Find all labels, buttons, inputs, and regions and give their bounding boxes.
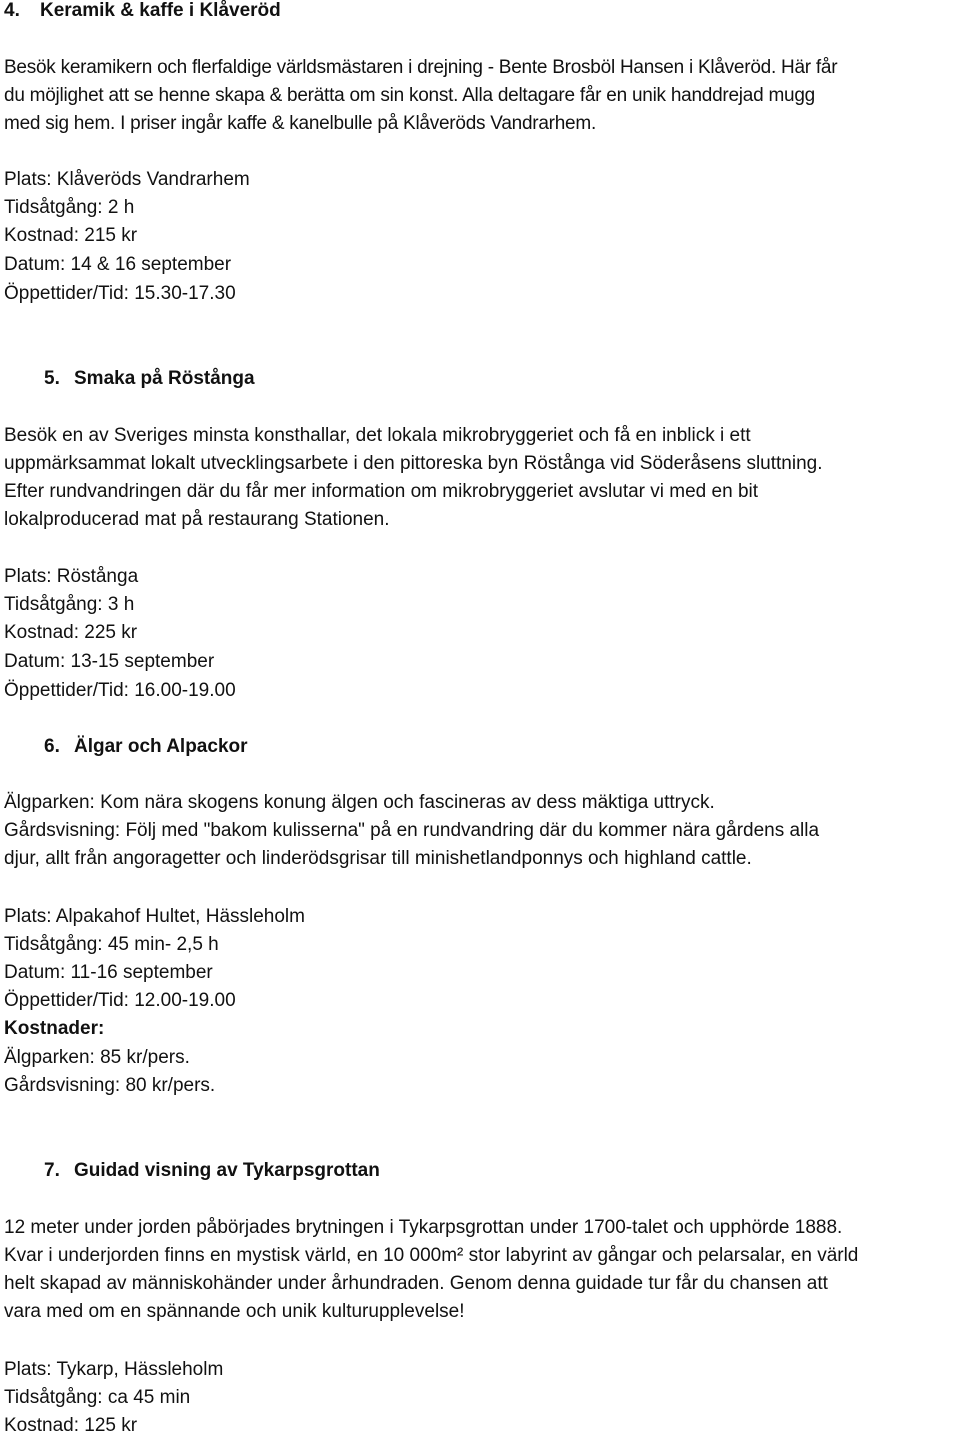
section-4-detail-duration: Tidsåtgång: 2 h xyxy=(4,197,135,218)
section-5-detail-cost: Kostnad: 225 kr xyxy=(4,622,138,643)
section-4-detail-date: Datum: 14 & 16 september xyxy=(4,254,232,275)
section-4-detail-cost: Kostnad: 215 kr xyxy=(4,225,138,246)
section-4-body-line-3: med sig hem. I priser ingår kaffe & kanelbulle på Klåveröds Vandrarhem. xyxy=(4,113,596,134)
section-5-body-line-2: uppmärksammat lokalt utvecklingsarbete i den pittoreska byn Röstånga vid Söderåsens sluttning. xyxy=(4,453,823,474)
section-6-detail-hours: Öppettider/Tid: 12.00-19.00 xyxy=(4,990,236,1011)
section-6-title: Älgar och Alpackor xyxy=(74,736,248,757)
section-7-body-line-2: Kvar i underjorden finns en mystisk värld, en 10 000m² stor labyrint av gångar och pelarsalar, en värld xyxy=(4,1245,859,1266)
section-5-number: 5. xyxy=(44,368,60,389)
section-7-body-line-3: helt skapad av människohänder under århundraden. Genom denna guidade tur får du chansen att xyxy=(4,1273,828,1294)
section-5-detail-duration: Tidsåtgång: 3 h xyxy=(4,594,135,615)
section-6-cost-farm-tour: Gårdsvisning: 80 kr/pers. xyxy=(4,1075,216,1096)
section-4-number: 4. xyxy=(4,0,20,21)
section-4-title: Keramik & kaffe i Klåveröd xyxy=(40,0,281,21)
section-7-number: 7. xyxy=(44,1160,60,1181)
section-5-detail-date: Datum: 13-15 september xyxy=(4,651,215,672)
section-6-body-line-1: Älgparken: Kom nära skogens konung älgen och fascineras av dess mäktiga uttryck. xyxy=(4,792,715,813)
section-7-body-line-4: vara med om en spännande och unik kulturupplevelse! xyxy=(4,1301,465,1322)
section-7-detail-place: Plats: Tykarp, Hässleholm xyxy=(4,1359,224,1380)
section-7-body-line-1: 12 meter under jorden påbörjades brytningen i Tykarpsgrottan under 1700-talet och upphörde 1888. xyxy=(4,1217,843,1238)
section-5-detail-hours: Öppettider/Tid: 16.00-19.00 xyxy=(4,680,236,701)
section-7-detail-duration: Tidsåtgång: ca 45 min xyxy=(4,1387,191,1408)
section-6-detail-place: Plats: Alpakahof Hultet, Hässleholm xyxy=(4,906,305,927)
section-6-number: 6. xyxy=(44,736,60,757)
section-4-heading xyxy=(4,0,281,25)
section-5-title: Smaka på Röstånga xyxy=(74,368,255,389)
section-7-heading xyxy=(44,1157,380,1185)
section-4-body-line-2: du möjlighet att se henne skapa & berätta om sin konst. Alla deltagare får en unik handdrejad mugg xyxy=(4,85,815,106)
section-6-heading xyxy=(44,733,248,761)
section-4-detail-place: Plats: Klåveröds Vandrarhem xyxy=(4,169,250,190)
section-6-costs-heading: Kostnader: xyxy=(4,1018,105,1039)
section-6-detail-duration: Tidsåtgång: 45 min- 2,5 h xyxy=(4,934,219,955)
section-5-heading xyxy=(44,365,255,393)
section-7-detail-cost: Kostnad: 125 kr xyxy=(4,1415,138,1436)
section-5-body-line-4: lokalproducerad mat på restaurang Stationen. xyxy=(4,509,390,530)
section-4-body-line-1: Besök keramikern och flerfaldige världsmästaren i drejning - Bente Brosböl Hansen i Klåveröd. Här får xyxy=(4,57,838,78)
section-6-body-line-2: Gårdsvisning: Följ med "bakom kulisserna" på en rundvandring där du kommer nära gårdens alla xyxy=(4,820,820,841)
section-6-body-line-3: djur, allt från angoragetter och linderödsgrisar till minishetlandponnys och highland cattle. xyxy=(4,848,752,869)
section-6-cost-elk-park: Älgparken: 85 kr/pers. xyxy=(4,1047,190,1068)
section-5-detail-place: Plats: Röstånga xyxy=(4,566,139,587)
section-6-detail-date: Datum: 11-16 september xyxy=(4,962,213,983)
section-5-body-line-3: Efter rundvandringen där du får mer information om mikrobryggeriet avslutar vi med en bit xyxy=(4,481,759,502)
section-5-body-line-1: Besök en av Sveriges minsta konsthallar, det lokala mikrobryggeriet och få en inblick i ett xyxy=(4,425,751,446)
section-4-detail-hours: Öppettider/Tid: 15.30-17.30 xyxy=(4,283,236,304)
section-7-title: Guidad visning av Tykarpsgrottan xyxy=(74,1160,380,1181)
